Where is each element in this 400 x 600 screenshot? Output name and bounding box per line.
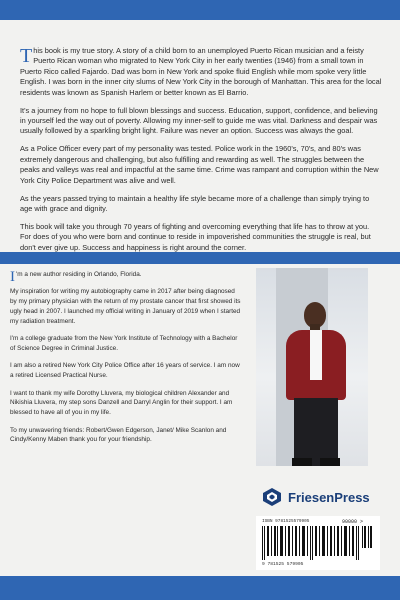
price-code: 90000 > — [342, 519, 364, 525]
bio-paragraph: To my unwavering friends: Robert/Gwen Edgerson, Janet/ Mike Scanlon and Cindy/Kenny Maben thank you for your friendship. — [10, 426, 227, 444]
description-paragraph: As the years passed trying to maintain a healthy life style became more of a challenge than simply trying to age with grace and dignity. — [20, 193, 370, 214]
description-paragraph: It's a journey from no hope to full blown blessings and success. Education, support, confidence, and believing in yourself led the way out of poverty. Allowing my inner-self to guide me was vital. Darkness and despair was usually followed by a sparkling bright light. Failure was never an option. Success was always the goal. — [20, 105, 378, 136]
bio-paragraph: I'm a college graduate from the New York Institute of Technology with a Bachelor of Science Degree in Criminal Justice. — [10, 335, 238, 352]
book-description — [20, 46, 382, 261]
friesenpress-logo-icon — [262, 487, 282, 507]
middle-color-band — [0, 252, 400, 264]
description-paragraph: This book will take you through 70 years of fighting and overcoming everything that life has to throw at you. For does of you who were born and continue to reside in impoverished communities the struggle is real, but don't ever give up. Success and happiness is right around the corner. — [20, 222, 371, 252]
author-bio — [10, 270, 242, 453]
barcode-bars — [262, 526, 374, 560]
description-paragraph — [20, 46, 382, 98]
drop-cap: I — [10, 269, 15, 285]
description-paragraph: As a Police Officer every part of my personality was tested. Police work in the 1960's, 70's, and 80's was extremely dangerous and challenging, but also fulfilling and rewarding as well. The struggles between the peaks and valleys was real and impactful at the same time. Crime was rampant and corruption within the New York City Police Department was alive and well. — [20, 144, 379, 185]
top-color-band — [0, 0, 400, 20]
author-photo — [256, 268, 368, 466]
bio-paragraph: My inspiration for writing my autobiography came in 2017 after being diagnosed by my primary physician with the return of my prostate cancer that first showed its ugly head in 2007. I launched my official writing in January of 2019 when I started my radiation treatment. — [10, 288, 241, 325]
bio-paragraph: I am also a retired New York City Police Office after 16 years of service. I am now a retired Licensed Practical Nurse. — [10, 362, 240, 380]
bottom-color-band — [0, 576, 400, 600]
isbn-barcode — [256, 516, 380, 570]
drop-cap: T — [20, 45, 33, 67]
isbn-text: ISBN 9781525579905 — [262, 519, 310, 524]
publisher-name: FriesenPress — [288, 489, 370, 505]
publisher-logo — [262, 486, 372, 508]
description-text: his book is my true story. A story of a child born to an unemployed Puerto Rican musician and a feisty Puerto Rican woman who migrated to New York City in her early twenties (1946) from a small town in Puerto Rico called Fajardo. Dad was born in New York and spoke fluid English while mom spoke very little English. I was born in the inner city slums of New York City in the borough of Manhattan. This area for the local residents was known as Spanish Harlem or better known as El Barrio. — [20, 46, 382, 97]
barcode-digits: 9 781525 579905 — [262, 562, 304, 567]
bio-paragraph — [10, 269, 242, 285]
bio-paragraph: I want to thank my wife Dorothy Lluvera, my biological children Alexander and Nikishia Lluvera, my step sons Danzell and Darryl Anglin for their support. I am blessed to have all of you in my life. — [10, 389, 233, 417]
bio-text: 'm a new author residing in Orlando, Florida. — [16, 271, 142, 278]
